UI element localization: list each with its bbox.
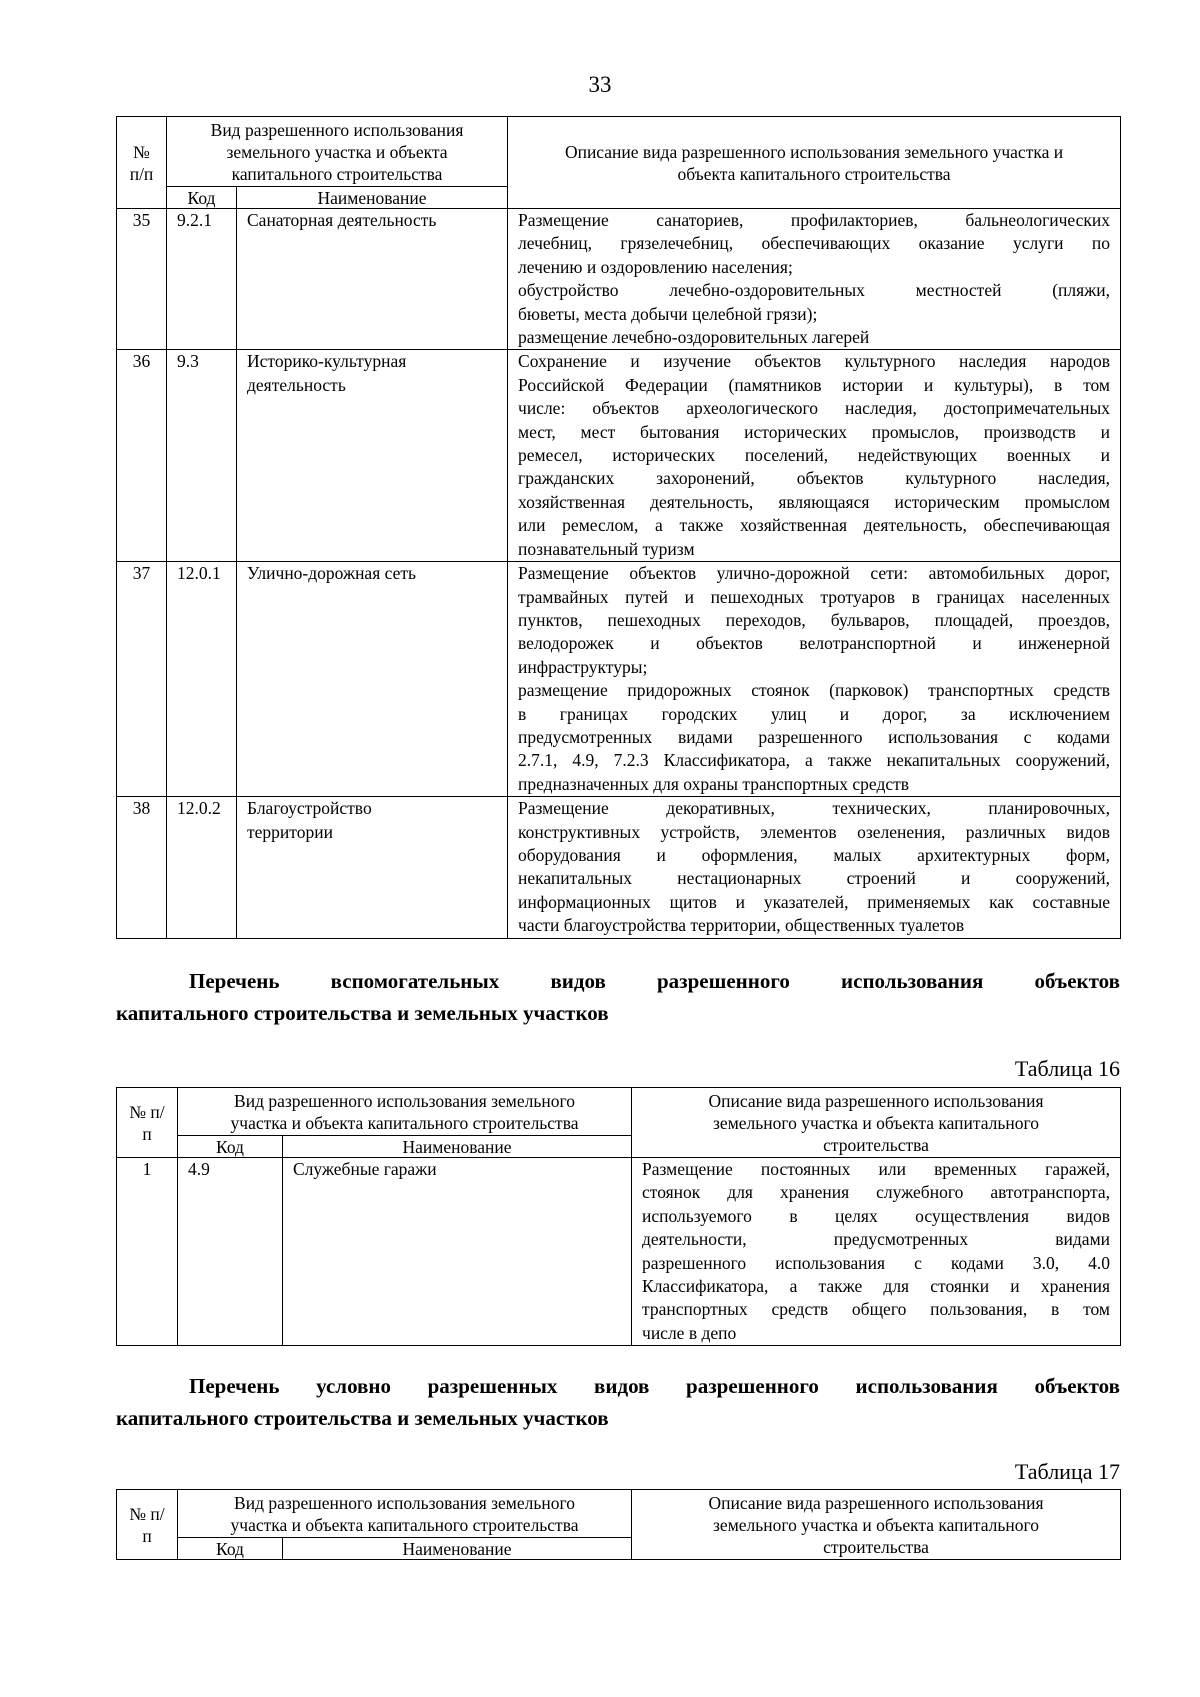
header-kind-line: Вид разрешенного использования земельного: [234, 1492, 575, 1513]
row-code: 9.3: [167, 350, 237, 562]
row-description-line: информационных щитов и указателей, применяемых как составные: [518, 891, 1111, 912]
row-description-line: бюветы, места добычи целебной грязи);: [518, 303, 818, 324]
header-code: Код: [178, 1136, 283, 1158]
header-kind-line: Вид разрешенного использования земельного: [234, 1090, 575, 1111]
row-description-line: разрешенного использования с кодами 3.0, 4.0: [642, 1252, 1111, 1273]
row-description-line: числе в депо: [642, 1322, 737, 1343]
row-description-line: стоянок для хранения служебного автотранспорта,: [642, 1182, 1111, 1203]
row-description-line: Российской Федерации (памятников истории и культуры), в том: [518, 374, 1111, 395]
row-name-line: деятельность: [247, 374, 346, 395]
row-description-line: конструктивных устройств, элементов озеленения, различных видов: [518, 821, 1111, 842]
row-name-line: Улично-дорожная сеть: [247, 563, 417, 584]
row-description-line: используемого в целях осуществления видов: [642, 1205, 1111, 1226]
row-description: [508, 562, 1121, 797]
row-description-line: некапитальных нестационарных строений и сооружений,: [518, 868, 1111, 889]
row-description-line: или ремеслом, а также хозяйственная деятельность, обеспечивающая: [518, 515, 1111, 536]
row-description: [508, 350, 1121, 562]
row-description-line: в границах городских улиц и дорог, за исключением: [518, 703, 1111, 724]
row-code: 12.0.2: [167, 797, 237, 938]
header-kind: [178, 1490, 632, 1538]
row-description-line: Размещение санаториев, профилакториев, бальнеологических: [518, 210, 1111, 230]
row-number: 37: [117, 562, 167, 797]
row-number: 38: [117, 797, 167, 938]
header-num: № п/п: [117, 1088, 178, 1158]
row-description-line: Размещение объектов улично-дорожной сети: автомобильных дорог,: [518, 563, 1111, 584]
table-row: [117, 797, 1121, 938]
header-desc-line: строительства: [823, 1134, 929, 1155]
row-name: [237, 562, 508, 797]
row-description-line: лечебниц, грязелечебниц, обеспечивающих оказание услуги по: [518, 233, 1111, 254]
header-desc-line: строительства: [823, 1536, 929, 1557]
header-desc-line: Описание вида разрешенного использования: [708, 1492, 1044, 1513]
row-description-line: 2.7.1, 4.9, 7.2.3 Классификатора, а также некапитальных сооружений,: [518, 750, 1111, 771]
header-desc-line: Описание вида разрешенного использования: [708, 1090, 1044, 1111]
row-description-line: оборудования и оформления, малых архитектурных форм,: [518, 844, 1111, 865]
header-name: Наименование: [283, 1136, 632, 1158]
header-desc: [632, 1088, 1121, 1158]
table-16-label: Таблица 16: [1014, 1056, 1120, 1081]
row-description: [508, 797, 1121, 938]
row-description-line: трамвайных путей и пешеходных тротуаров в границах населенных: [518, 586, 1111, 607]
row-description-line: велодорожек и объектов велотранспортной и инженерной: [518, 633, 1111, 654]
row-description: [508, 209, 1121, 350]
header-kind-line: земельного участка и объекта: [226, 141, 448, 162]
row-description-line: познавательный туризм: [518, 538, 695, 559]
row-code: 4.9: [178, 1158, 283, 1346]
header-code: Код: [167, 187, 237, 209]
row-description-line: предназначенных для охраны транспортных средств: [518, 773, 910, 794]
header-code: Код: [178, 1538, 283, 1560]
row-description-line: обустройство лечебно-оздоровительных местностей (пляжи,: [518, 280, 1111, 301]
header-num: № п/п: [117, 117, 167, 209]
row-description-line: размещение лечебно-оздоровительных лагерей: [518, 327, 870, 348]
header-desc-line: земельного участка и объекта капитального: [713, 1112, 1040, 1133]
table-16: [116, 1087, 1121, 1346]
header-name: Наименование: [237, 187, 508, 209]
section-title-conditional: Перечень условно разрешенных видов разрешенного использования объектов капитального строительства и земельных участков: [116, 1374, 1120, 1430]
row-description-line: части благоустройства территории, общественных туалетов: [518, 915, 965, 936]
header-desc-line: Описание вида разрешенного использования земельного участка и: [564, 141, 1064, 162]
row-code: 9.2.1: [167, 209, 237, 350]
header-desc-line: земельного участка и объекта капитального: [713, 1514, 1040, 1535]
row-description-line: Сохранение и изучение объектов культурного наследия народов: [518, 351, 1111, 372]
row-description-line: лечению и оздоровлению населения;: [518, 256, 793, 277]
row-description-line: Размещение декоративных, технических, планировочных,: [518, 798, 1111, 819]
row-description-line: мест, мест бытования исторических промыслов, производств и: [518, 421, 1111, 442]
section-title-auxiliary: Перечень вспомогательных видов разрешенного использования объектов капитального строительства и земельных участков: [116, 969, 1120, 1025]
header-desc: [632, 1490, 1121, 1560]
header-kind-line: Вид разрешенного использования: [210, 119, 464, 140]
row-description-line: размещение придорожных стоянок (парковок) транспортных средств: [518, 680, 1111, 701]
header-desc-line: объекта капитального строительства: [677, 163, 951, 184]
table-row: [117, 1158, 1121, 1346]
row-description-line: деятельности, предусмотренных видами: [642, 1229, 1111, 1250]
table-row: [117, 562, 1121, 797]
row-name: [237, 350, 508, 562]
row-name: [237, 797, 508, 938]
row-name-line: Историко-культурная: [247, 351, 407, 372]
row-number: 1: [117, 1158, 178, 1346]
row-description-line: инфраструктуры;: [518, 656, 648, 677]
row-name-line: Благоустройство: [247, 798, 372, 819]
header-kind-line: участка и объекта капитального строительства: [230, 1112, 579, 1133]
land-use-table-main: [116, 116, 1121, 939]
row-description-line: пунктов, пешеходных переходов, бульваров, площадей, проездов,: [518, 609, 1111, 630]
header-kind-line: капитального строительства: [231, 163, 443, 184]
header-desc: [508, 117, 1121, 209]
row-description: [632, 1158, 1121, 1346]
table-17: [116, 1489, 1121, 1560]
row-description-line: Классификатора, а также для стоянки и хранения: [642, 1276, 1111, 1297]
row-number: 36: [117, 350, 167, 562]
row-description-line: ремесел, исторических поселений, недействующих военных и: [518, 445, 1111, 466]
row-description-line: Размещение постоянных или временных гаражей,: [642, 1159, 1111, 1179]
row-name-line: Служебные гаражи: [293, 1159, 437, 1179]
page-number: 33: [588, 72, 612, 97]
row-code: 12.0.1: [167, 562, 237, 797]
table-row: [117, 350, 1121, 562]
header-num: № п/п: [117, 1490, 178, 1560]
row-description-line: транспортных средств общего пользования, в том: [642, 1299, 1111, 1320]
row-number: 35: [117, 209, 167, 350]
header-kind-line: участка и объекта капитального строительства: [230, 1514, 579, 1535]
row-name-line: Санаторная деятельность: [247, 210, 437, 230]
row-name: [283, 1158, 632, 1346]
row-description-line: гражданских захоронений, объектов культурного наследия,: [518, 468, 1111, 489]
row-description-line: хозяйственная деятельность, являющаяся историческим промыслом: [518, 491, 1111, 512]
row-name: [237, 209, 508, 350]
table-row: [117, 209, 1121, 350]
table-17-label: Таблица 17: [1014, 1459, 1120, 1484]
header-name: Наименование: [283, 1538, 632, 1560]
header-kind: [167, 117, 508, 187]
row-description-line: предусмотренных видами разрешенного использования с кодами: [518, 726, 1111, 747]
row-description-line: числе: объектов археологического наследия, достопримечательных: [518, 398, 1111, 419]
header-kind: [178, 1088, 632, 1136]
row-name-line: территории: [247, 821, 333, 842]
